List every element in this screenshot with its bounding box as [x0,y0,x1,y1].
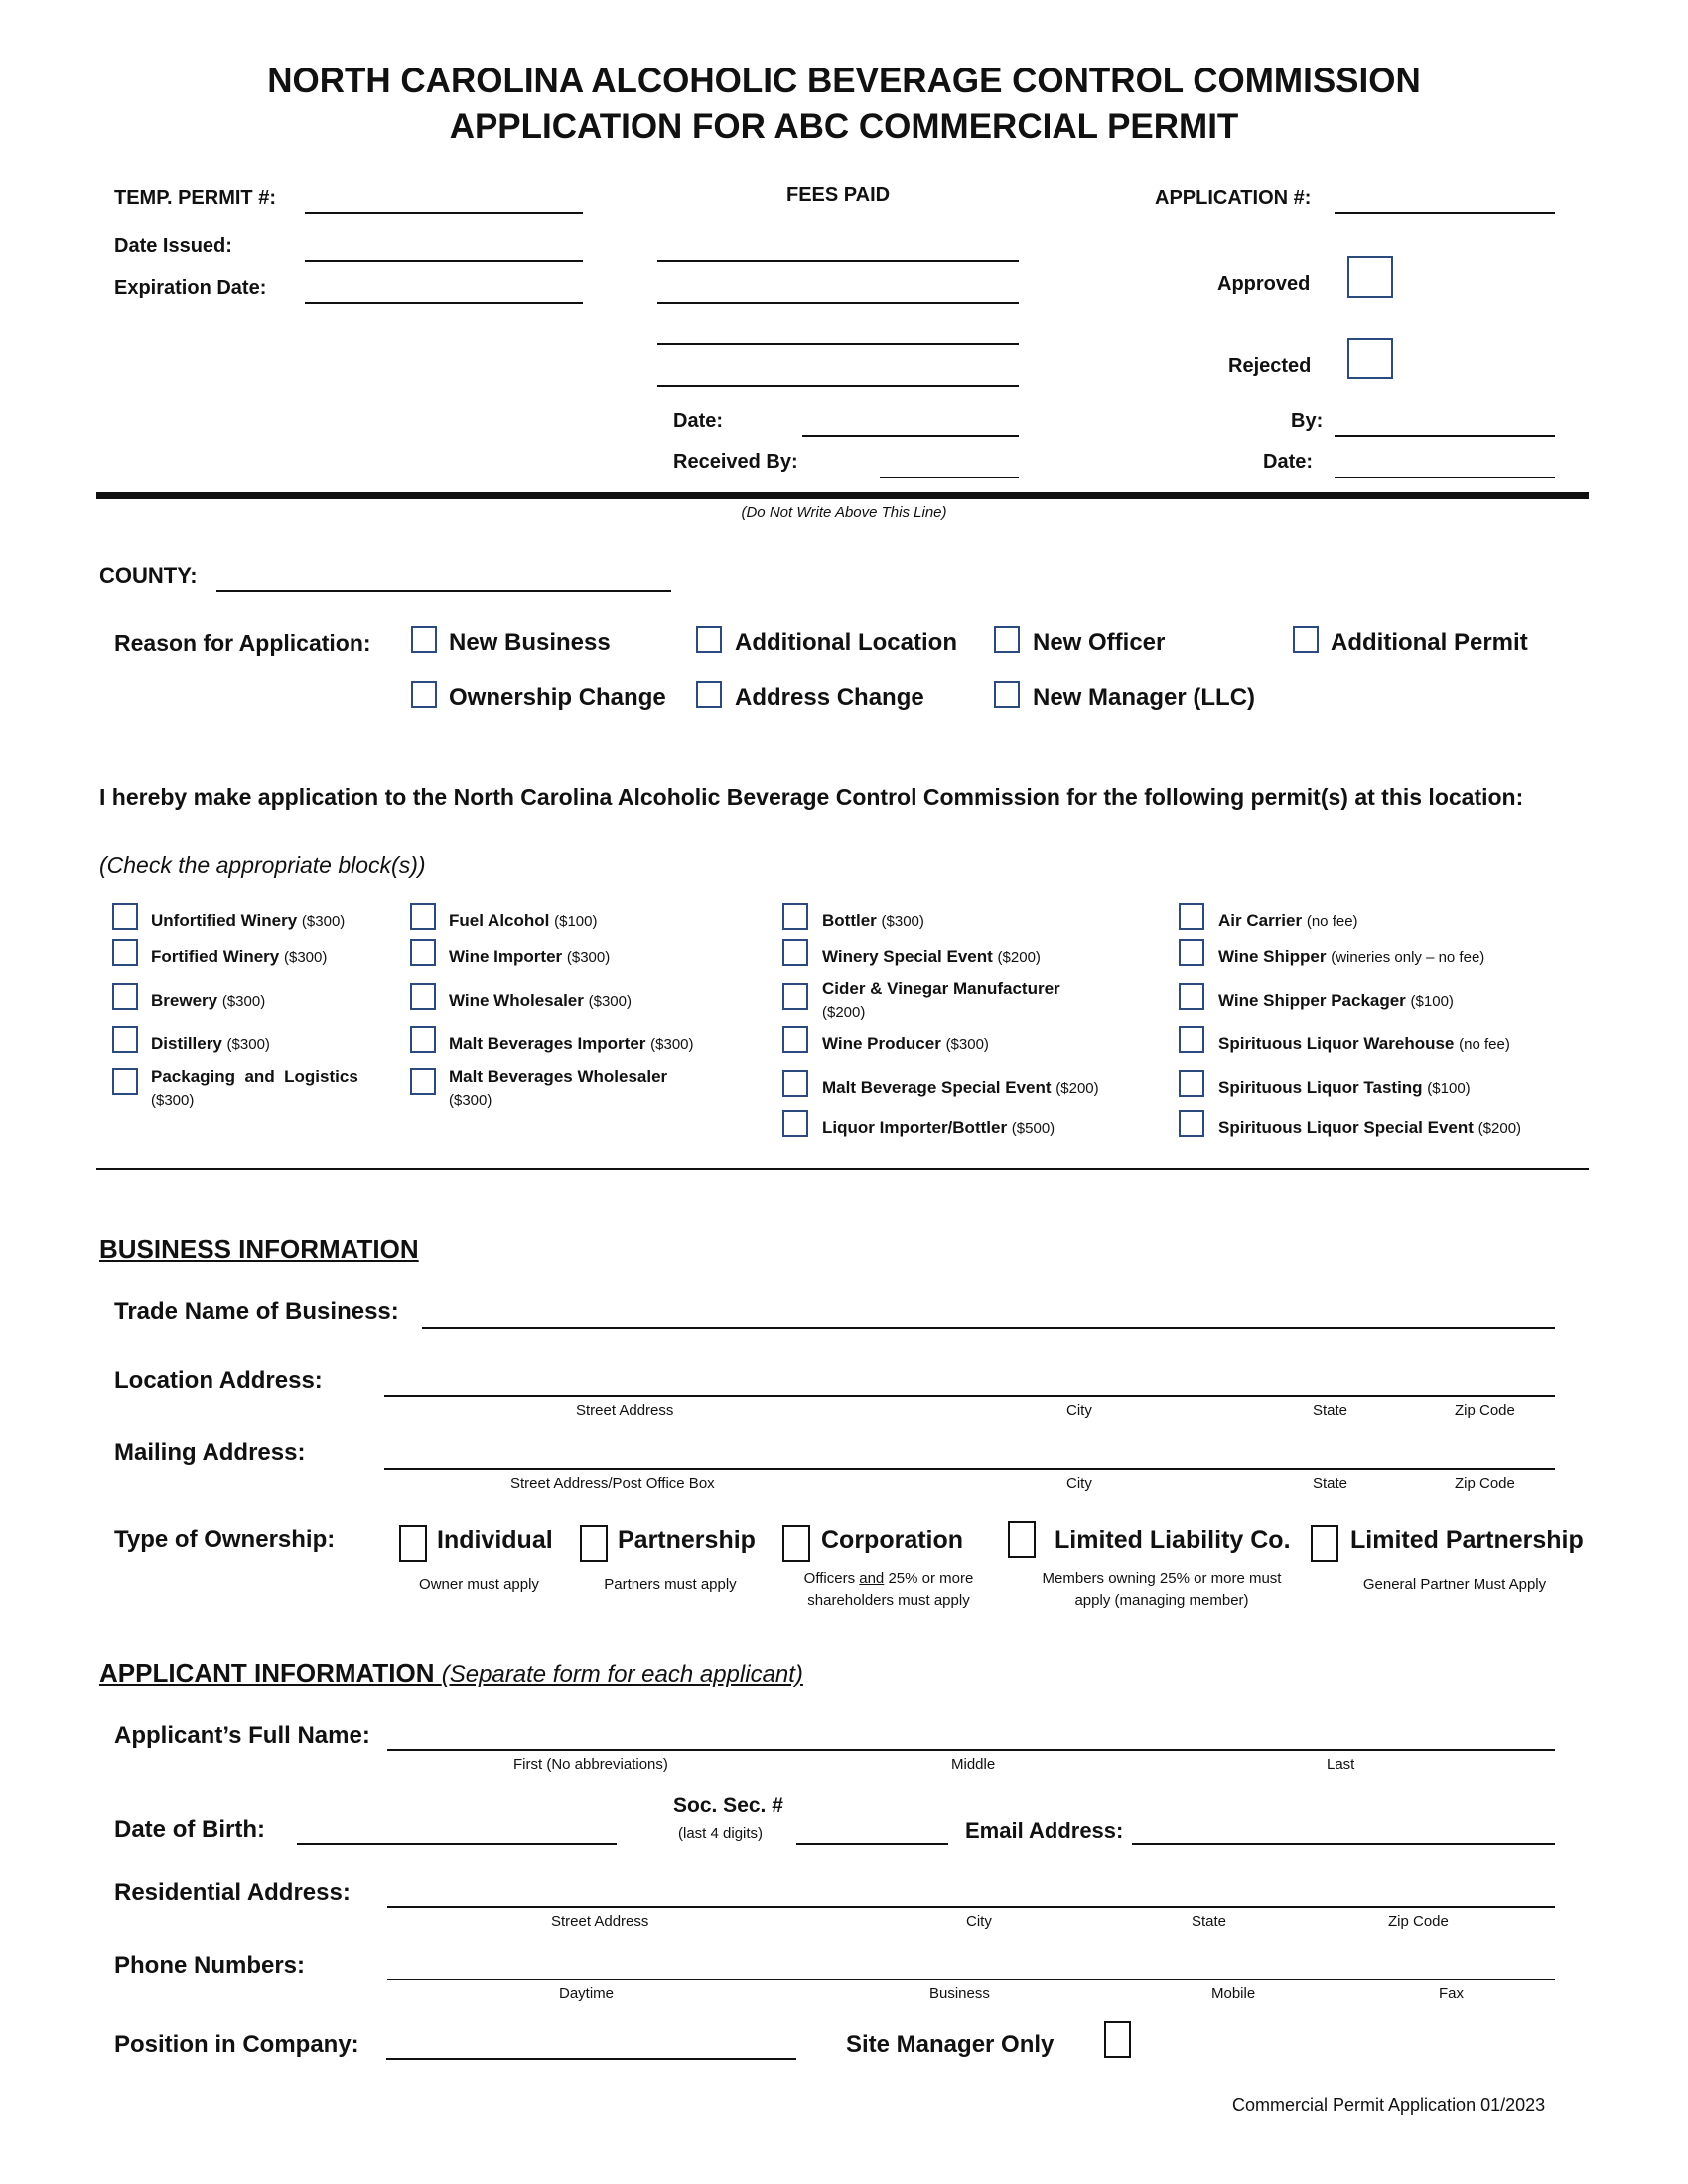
check-note: (Check the appropriate block(s)) [99,852,426,878]
permit-air-carrier: Air Carrier (no fee) [1218,911,1358,930]
phone-daytime-caption: Daytime [559,1985,615,2002]
permit-unfortified-winery: Unfortified Winery ($300) [151,911,346,930]
location-address-field[interactable] [384,1395,1555,1397]
fees-paid-field-3[interactable] [657,343,1019,345]
fees-date-field[interactable] [802,435,1019,437]
new-officer-option: New Officer [1033,629,1166,656]
received-by-field[interactable] [880,477,1019,478]
additional-permit-checkbox[interactable] [1293,626,1319,653]
partnership-checkbox[interactable] [580,1525,608,1562]
liquor-importer-bottler-checkbox[interactable] [782,1110,808,1137]
date-issued-label: Date Issued: [114,235,232,257]
form-title-line2: APPLICATION FOR ABC COMMERCIAL PERMIT [449,107,1239,146]
additional-location-option: Additional Location [735,629,957,656]
new-manager-checkbox[interactable] [994,681,1020,708]
application-number-field[interactable] [1335,212,1555,214]
new-business-checkbox[interactable] [411,626,437,653]
application-statement: I hereby make application to the North Carolina Alcoholic Beverage Control Commission for the following permit(s) at this location: [99,784,1524,810]
permit-wine-wholesaler: Wine Wholesaler ($300) [449,991,632,1010]
ownership-partnership: Partnership [618,1526,756,1554]
dob-label: Date of Birth: [114,1816,265,1843]
phone-mobile-caption: Mobile [1211,1985,1256,2002]
address-change-checkbox[interactable] [696,681,722,708]
location-state-caption: State [1313,1402,1348,1419]
phone-numbers-label: Phone Numbers: [114,1952,306,1979]
application-number-label: APPLICATION #: [1155,187,1312,208]
email-field[interactable] [1132,1843,1555,1845]
site-manager-checkbox[interactable] [1104,2021,1131,2058]
residential-zip-caption: Zip Code [1388,1913,1449,1930]
permit-wine-shipper-packager: Wine Shipper Packager ($100) [1218,991,1454,1010]
ssn-note: (last 4 digits) [678,1825,764,1842]
temp-permit-field[interactable] [305,212,583,214]
unfortified-winery-checkbox[interactable] [112,903,138,930]
permit-wine-producer: Wine Producer ($300) [822,1034,989,1053]
approved-label: Approved [1217,273,1311,295]
reason-label: Reason for Application: [114,630,371,656]
wine-importer-checkbox[interactable] [410,939,436,966]
mailing-address-label: Mailing Address: [114,1439,306,1466]
approved-checkbox[interactable] [1347,256,1393,298]
mailing-state-caption: State [1313,1475,1348,1492]
applicant-info-heading: APPLICANT INFORMATION (Separate form for each applicant) [99,1658,803,1688]
ownership-individual: Individual [437,1526,553,1554]
ownership-limited-partnership: Limited Partnership [1350,1526,1584,1554]
position-field[interactable] [386,2058,796,2060]
date-issued-field[interactable] [305,260,583,262]
fees-paid-field-4[interactable] [657,385,1019,387]
temp-permit-label: TEMP. PERMIT #: [114,187,276,208]
permit-winery-special-event: Winery Special Event ($200) [822,947,1041,966]
email-label: Email Address: [965,1818,1124,1843]
location-city-caption: City [1066,1402,1092,1419]
trade-name-field[interactable] [422,1327,1555,1329]
rejected-checkbox[interactable] [1347,338,1393,379]
office-date-field[interactable] [1335,477,1555,478]
middle-name-caption: Middle [951,1756,996,1773]
permit-spirituous-liquor-tasting: Spirituous Liquor Tasting ($100) [1218,1078,1471,1097]
do-not-write-divider [96,492,1589,499]
location-zip-caption: Zip Code [1455,1402,1515,1419]
ownership-type-label: Type of Ownership: [114,1526,336,1553]
packaging-logistics-checkbox[interactable] [112,1068,138,1095]
additional-location-checkbox[interactable] [696,626,722,653]
location-address-label: Location Address: [114,1367,323,1394]
new-manager-option: New Manager (LLC) [1033,684,1256,711]
mailing-city-caption: City [1066,1475,1092,1492]
applicant-info-note: (Separate form for each applicant) [441,1661,803,1688]
limited-partnership-note: General Partner Must Apply [1362,1576,1547,1593]
wine-shipper-packager-checkbox[interactable] [1179,983,1204,1010]
ownership-llc: Limited Liability Co. [1055,1526,1291,1554]
received-by-label: Received By: [673,451,798,473]
fortified-winery-checkbox[interactable] [112,939,138,966]
ssn-label: Soc. Sec. # [673,1794,783,1817]
permit-cider-vinegar: Cider & Vinegar Manufacturer ($200) [822,979,1060,1021]
corporation-checkbox[interactable] [782,1525,810,1562]
expiration-date-field[interactable] [305,302,583,304]
new-business-option: New Business [449,629,611,656]
permit-wine-importer: Wine Importer ($300) [449,947,611,966]
individual-checkbox[interactable] [399,1525,427,1562]
new-officer-checkbox[interactable] [994,626,1020,653]
mailing-street-caption: Street Address/Post Office Box [510,1475,715,1492]
permit-liquor-importer-bottler: Liquor Importer/Bottler ($500) [822,1118,1055,1137]
full-name-label: Applicant’s Full Name: [114,1722,370,1749]
distillery-checkbox[interactable] [112,1026,138,1053]
residential-state-caption: State [1192,1913,1227,1930]
brewery-checkbox[interactable] [112,983,138,1010]
phone-numbers-field[interactable] [387,1979,1555,1980]
permit-brewery: Brewery ($300) [151,991,266,1010]
winery-special-event-checkbox[interactable] [782,939,808,966]
individual-note: Owner must apply [419,1576,539,1593]
corporation-note: Officers and 25% or more shareholders must apply [803,1570,974,1609]
residential-address-label: Residential Address: [114,1879,351,1906]
expiration-date-label: Expiration Date: [114,277,267,299]
last-name-caption: Last [1327,1756,1355,1773]
permit-fuel-alcohol: Fuel Alcohol ($100) [449,911,598,930]
residential-address-field[interactable] [387,1906,1555,1908]
permit-fortified-winery: Fortified Winery ($300) [151,947,328,966]
permit-spirituous-liquor-warehouse: Spirituous Liquor Warehouse (no fee) [1218,1034,1510,1053]
do-not-write-note: (Do Not Write Above This Line) [741,504,947,521]
malt-beverages-importer-checkbox[interactable] [410,1026,436,1053]
site-manager-label: Site Manager Only [846,2031,1055,2058]
ssn-field[interactable] [796,1843,948,1845]
llc-note: Members owning 25% or more must apply (managing member) [1042,1570,1282,1609]
permit-bottler: Bottler ($300) [822,911,924,930]
county-field[interactable] [216,590,671,592]
phone-fax-caption: Fax [1439,1985,1465,2002]
location-street-caption: Street Address [576,1402,674,1419]
trade-name-label: Trade Name of Business: [114,1298,399,1325]
bottler-checkbox[interactable] [782,903,808,930]
by-field[interactable] [1335,435,1555,437]
county-label: COUNTY: [99,563,198,588]
ownership-change-option: Ownership Change [449,684,666,711]
spirituous-liquor-warehouse-checkbox[interactable] [1179,1026,1204,1053]
rejected-label: Rejected [1228,355,1312,377]
air-carrier-checkbox[interactable] [1179,903,1204,930]
first-name-caption: First (No abbreviations) [513,1756,668,1773]
ownership-corporation: Corporation [821,1526,964,1554]
fees-paid-label: FEES PAID [786,184,891,205]
cider-vinegar-checkbox[interactable] [782,983,808,1010]
section-divider [96,1168,1589,1170]
by-label: By: [1291,410,1324,432]
permit-malt-beverages-wholesaler: Malt Beverages Wholesaler ($300) [449,1067,668,1109]
permit-malt-beverage-special-event: Malt Beverage Special Event ($200) [822,1078,1099,1097]
permit-packaging-logistics: Packaging and Logistics ($300) [151,1067,358,1109]
residential-city-caption: City [966,1913,992,1930]
spirituous-liquor-special-event-checkbox[interactable] [1179,1110,1204,1137]
residential-street-caption: Street Address [551,1913,649,1930]
permit-distillery: Distillery ($300) [151,1034,270,1053]
permit-spirituous-liquor-special-event: Spirituous Liquor Special Event ($200) [1218,1118,1522,1137]
malt-beverage-special-event-checkbox[interactable] [782,1070,808,1097]
permit-malt-beverages-importer: Malt Beverages Importer ($300) [449,1034,694,1053]
office-date-label: Date: [1263,451,1314,473]
wine-shipper-checkbox[interactable] [1179,939,1204,966]
business-info-heading: BUSINESS INFORMATION [99,1234,419,1264]
wine-producer-checkbox[interactable] [782,1026,808,1053]
partnership-note: Partners must apply [604,1576,737,1593]
form-title-line1: NORTH CAROLINA ALCOHOLIC BEVERAGE CONTROL COMMISSION [267,62,1421,100]
footer-version: Commercial Permit Application 01/2023 [1232,2095,1546,2115]
mailing-zip-caption: Zip Code [1455,1475,1515,1492]
phone-business-caption: Business [929,1985,990,2002]
fees-paid-field-2[interactable] [657,302,1019,304]
spirituous-liquor-tasting-checkbox[interactable] [1179,1070,1204,1097]
malt-beverages-wholesaler-checkbox[interactable] [410,1068,436,1095]
full-name-field[interactable] [387,1749,1555,1751]
fees-date-label: Date: [673,410,724,432]
fuel-alcohol-checkbox[interactable] [410,903,436,930]
wine-wholesaler-checkbox[interactable] [410,983,436,1010]
position-label: Position in Company: [114,2031,359,2058]
limited-partnership-checkbox[interactable] [1311,1525,1338,1562]
address-change-option: Address Change [735,684,924,711]
llc-checkbox[interactable] [1008,1521,1036,1558]
ownership-change-checkbox[interactable] [411,681,437,708]
fees-paid-field-1[interactable] [657,260,1019,262]
dob-field[interactable] [297,1843,617,1845]
permit-wine-shipper: Wine Shipper (wineries only – no fee) [1218,947,1485,966]
mailing-address-field[interactable] [384,1468,1555,1470]
additional-permit-option: Additional Permit [1331,629,1528,656]
